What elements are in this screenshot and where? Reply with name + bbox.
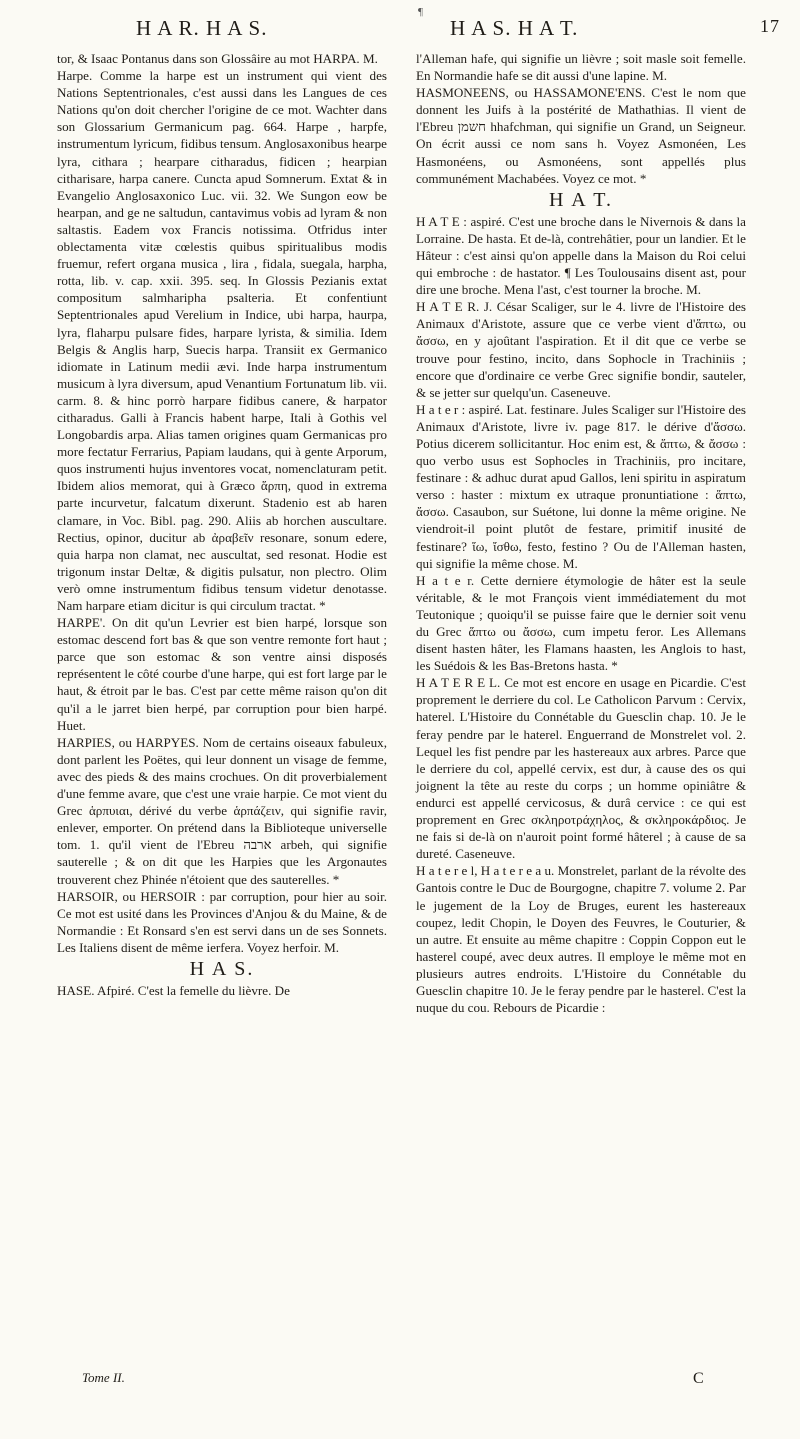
entry-hate: H A T E : aspiré. C'est une broche dans le Nivernois & dans la Lorraine. De hasta. Et de-là, contrehâtier, pour un landier. Et le Hâteur : c'est ainsi qu'on appelle dans la Maison du Roi celui qui embroche : de hastator. ¶ Les Toulousains disent ast, pour dire une broche. Mena l'ast, c'est tourner la broche. M. — [416, 213, 746, 298]
top-mark: ¶ — [418, 6, 423, 18]
entry-harsoir: HARSOIR, ou HERSOIR : par corruption, pour hier au soir. Ce mot est usité dans les Provinces d'Anjou & du Maine, & de Normandie : Et Ronsard s'en est servi dans un de ses Sonnets. Les Italiens disent de même ierfera. Voyez herfoir. M. — [57, 888, 387, 955]
entry-hater-2: H a t e r : aspiré. Lat. festinare. Jules Scaliger sur l'Histoire des Animaux d'Aristote, livre iv. page 817. le dérive d'ἄσσω. Potius dicerem sollicitantur. Hoc enim est, & ἅπτω, & ἄσσω : quo verbo usus est Sophocles in Trachiniis, pro incitare, festinare : & adhuc durat apud Gallos, leni spiritu in aspiratum verso : haster : mixtum ex utraque pronuntiatione : ἅπτω, ἄσσω. Casaubon, sur Suétone, lui donne la même origine. Ne viendroit-il point plutôt de festare, primitif inusité de festinare? ἵω, ἴσθω, festo, festino ? Ou de l'Alleman hasten, qui signifie la même chose. M. — [416, 401, 746, 571]
entry-hater-3: H a t e r. Cette derniere étymologie de hâter est la seule véritable, & le mot François vient immédiatement du mot Teutonique ; quoiqu'il se puisse faire que le dernier soit venu du Grec ἅπτω ou ἄσσω, cum impetu feror. Les Allemans disent hasten hâter, les Flamans haasten, les Anglois to hast, les Suédois & les Bas-Bretons hasta. * — [416, 572, 746, 674]
entry-haterel: H A T E R E L. Ce mot est encore en usage en Picardie. C'est proprement le derriere du col. Le Catholicon Parvum : Cervix, haterel. L'Histoire du Connétable du Guesclin chap. 10. Je le feray pendre par le haterel. Enguerrand de Monstrelet vol. 2. Lequel les fist pendre par les hastereaux aux arbres. Parce que le derriere du col, appellé cervix, est dur, à cause des os qui joignent la tête au reste du corps ; un homme opiniâtre & endurci est appellé cervicosus, & durâ cervice : ce qui est proprement en Grec σκληροτράχηλος, & σκληροκάρδιος. Je ne fais si de-là on n'auroit point formé hâterel ; à cause de sa dureté. Caseneuve. — [416, 675, 746, 862]
entry-hasmoneens: HASMONEENS, ou HASSAMONE'ENS. C'est le nom que donnent les Juifs à la postérité de Mathathias. Il vient de l'Ebreu חשמן hhafchman, qui signifie un Grand, un Seigneur. On écrit aussi ce nom sans h. Voyez Asmonéen, Les Hasmonéens, ou Asmonéens, sont appellés plus communément Machabées. Voyez ce mot. * — [416, 85, 746, 186]
section-heading-has: H A S. — [189, 957, 255, 980]
left-column — [57, 50, 387, 999]
signature-mark: C — [693, 1370, 704, 1387]
entry-harpe: Harpe. Comme la harpe est un instrument qui vient des Nations Septentrionales, c'est aussi dans les Langues de ces Nations qu'on doit chercher l'origine de ce mot. Wachter dans son Glossarium Germanicum pag. 664. Harpe , harpfe, instrumentum lyricum, fidibus tensum. Anglosaxonibus hearpe lyra, cithara ; hearpare citharadus, fidicen ; hearpian citharisare, harpa canere. Cuncta apud Somnerum. Extat & in Evangelio Anglosaxonico Luc. vii. 32. We Sungon eow be hearpan, and ge ne saltudun, cantavimus vobis ad lyram & non saltastis. Eadem vox Francis notissima. Otfridus inter oblectamenta vitæ cœlestis quibus spiritualibus modis fruemur, refert organa musica , lira , fidala, suegala, harpha, rotta, lib. v. cap. xxii. 395. seq. In Glossis Pezianis extat compositum salmharipha psalteria. Et confentiunt Septentrionales apud Verelium in Indice, ubi harpa, haurpa, lyra, flaharpu pulsare fides, harpare lyrista, & similia. Idem Belgis & Anglis harp, Suecis harpa. Transiit ex Germanico idiomate in Latinum medii ævi. Inde harpa instrumentum musicum à lyra diversum, apud Venantium Fortunatum lib. vii. carm. 8. & hinc porrò harpare fidibus canere, & harpator citharadus. Galli à Francis habent harpe, Itali à Gothis vel Longobardis arpa. Alias tamen origines quam Germanicas pro more fectatur Ferrarius, Papiam laudans, qui à gente Arporum, quos instrumenti hujus inventores vocat, nomenclaturam petit. Ibidem alios memorat, qui à Græco ἅρπη, quod in extrema parte incurvetur, falcatum dixerunt. Stadenio est ab haren clamare, in Voc. Bibl. pag. 290. Aliis ab horchen auscultare. Rectius, opinor, ducitur ab ἀραβεῖν resonare, sonum edere, quia harpa non clamat, nec auscultat, sed resonat. Hodie est trigonum instar Deltæ, & digitis pulsatur, non plectro. Olim verò omne instrumentum fidibus tensum videtur denotasse. Nam harpare etiam dicitur is qui circulum tractat. * — [57, 68, 387, 613]
entry-hater-1: H A T E R. J. César Scaliger, sur le 4. livre de l'Histoire des Animaux d'Aristote, assure que ce verbe vient d'ἅπτω, ou ἄσσω, en y ajoûtant l'aspiration. Et il dit que ce verbe se trouve pour festino, incito, dans Sophocle in Trachiniis ; encore que d'ordinaire ce verbe Grec signifie bondir, sauteler, & se jetter sur quelqu'un. Caseneuve. — [416, 299, 746, 400]
running-head-center: H A S. H A T. — [450, 16, 579, 40]
entry-harpies: HARPIES, ou HARPYES. Nom de certains oiseaux fabuleux, dont parlent les Poëtes, qui leur donnent un visage de femme, avec des pieds & des mains crochues. On dit proverbialement d'une femme avare, que c'est une vraie harpie. Ce mot vient du Grec ἁρπυιαι, dérivé du verbe ἁρπάζειν, qui signifie ravir, enlever, emporter. On prétend dans la Biblioteque universelle tom. 1. qu'il vient de l'Ebreu ארבה arbeh, qui signifie sauterelle ; & on dit que les Harpies que les Argonautes trouverent chez Phinée n'étoient que des sauterelles. * — [57, 734, 387, 887]
section-heading-hat: H A T. — [548, 188, 614, 211]
running-head-left: H A R. H A S. — [136, 16, 268, 40]
page-number: 17 — [760, 16, 780, 36]
entry-haterel-2: H a t e r e l, H a t e r e a u. Monstrelet, parlant de la révolte des Gantois contre le Duc de Bourgogne, chapitre 7. volume 2. Par le jugement de la Loy de Bruges, eurent les hastereaux coupez, ledit Chopin, le Doyen des Feuvres, le Couturier, & un autre. Et ensuite au même chapitre : Coppin Coppon eut le hasterel coupé, avec deux autres. Il employe le même mot en plusieurs autres endroits. L'Histoire du Connétable du Guesclin chapitre 10. Je le feray pendre par le hasterel. C'est la nuque du cou. Rebours de Picardie : — [416, 863, 746, 1016]
entry-hase: HASE. Afpiré. C'est la femelle du lièvre. De — [57, 982, 290, 998]
entry-hase-cont: l'Alleman hafe, qui signifie un lièvre ; soit masle soit femelle. En Normandie hafe se dit aussi d'une lapine. M. — [416, 51, 746, 84]
entry-harpe-adj: HARPE'. On dit qu'un Levrier est bien harpé, lorsque son estomac descend fort bas & que son ventre remonte fort haut ; parce que son estomac & son ventre ainsi disposés représentent le côté courbe d'une harpe, qui est fort large par le haut, & étroit par le bas. C'est par cette même raison qu'on dit qu'il a le jarret bien herpé, par corruption pour bien harpé. Huet. — [57, 615, 387, 733]
entry-paragraph: tor, & Isaac Pontanus dans son Glossâire au mot HARPA. M. — [57, 51, 378, 66]
tome-label: Tome II. — [82, 1370, 125, 1385]
right-column — [416, 50, 746, 1016]
